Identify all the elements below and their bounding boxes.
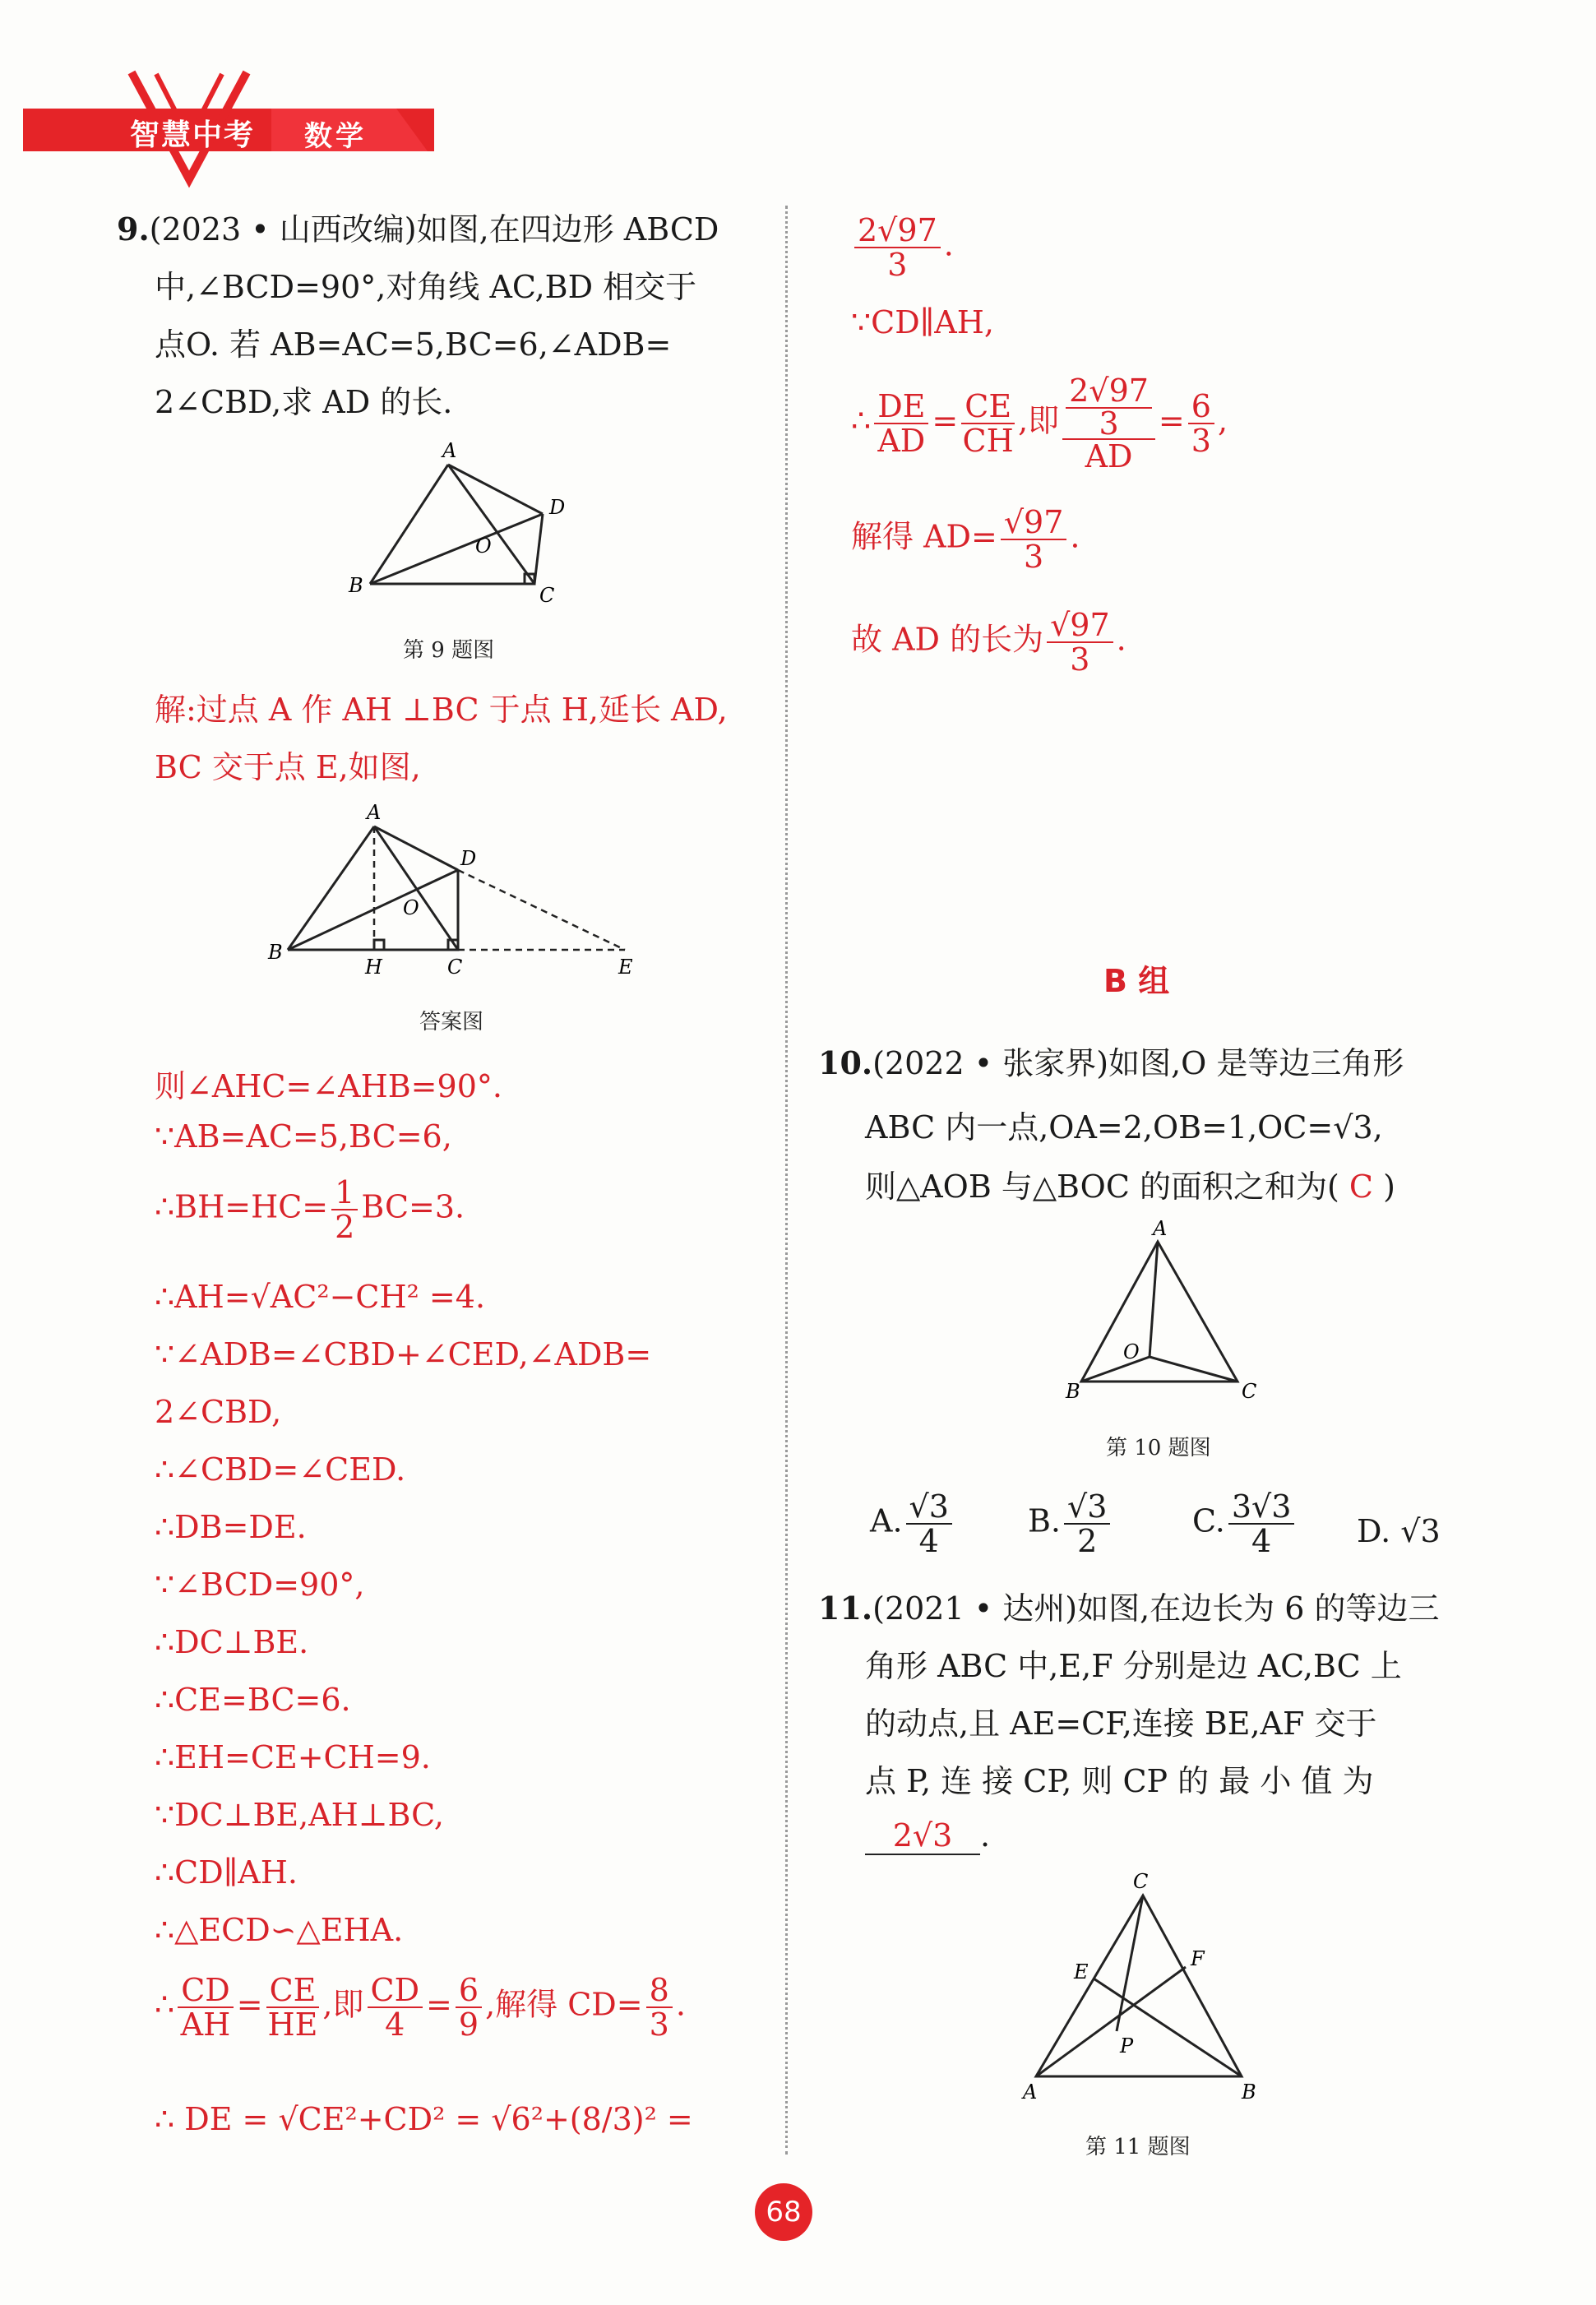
q9-cont-frac-big [1062, 374, 1155, 473]
q9-cont-final-num: √97 [1047, 609, 1113, 643]
q9-cont-parallel: ∵CD∥AH, [851, 304, 994, 340]
q9-step-17: ∴ DE = √CE²+CD² = √6²+(8/3)² = [155, 2101, 693, 2137]
q9-answer-figure [263, 798, 650, 987]
q10-line-1 [818, 1038, 1404, 1083]
q10-option-a-frac [906, 1490, 952, 1557]
q11-label-b: B [1242, 2081, 1256, 2104]
q9-step-3-a: ∴BH=HC= [155, 1188, 329, 1225]
q9-cont-ce: CE [961, 390, 1015, 424]
q10-option-a-den: 4 [918, 1523, 939, 1559]
ans-label-a: A [367, 801, 382, 824]
q9-source: (2023 • 山西改编) [149, 211, 417, 248]
q10-text-3: 则△AOB 与△BOC 的面积之和为( [865, 1169, 1339, 1205]
q9-number: 9. [117, 211, 150, 248]
q9-diag-bd [370, 514, 543, 584]
q9-text-4: 2∠CBD,求 AD 的长. [155, 384, 453, 420]
q9-cont-frac-de-ad [874, 390, 928, 457]
q9-cont-ratio-prefix: ∴ [851, 402, 872, 439]
q9-frac-he: HE [267, 2006, 318, 2043]
q11-text-3: 的动点,且 AE=CF,连接 BE,AF 交于 [865, 1706, 1377, 1742]
ans-label-e: E [618, 956, 633, 979]
q9-step-12: ∴EH=CE+CH=9. [155, 1739, 431, 1775]
q9-frac-83-den: 3 [649, 2006, 669, 2043]
ans-diag-ac [374, 826, 458, 950]
q9-label-b: B [349, 574, 363, 597]
q9-cont-solve-den: 3 [1024, 539, 1044, 575]
ans-label-d: D [460, 847, 477, 870]
q9-solution-intro-1: 解:过点 A 作 AH ⊥BC 于点 H,延长 AD, [155, 692, 728, 728]
ans-label-b: B [268, 941, 283, 964]
q11-label-p: P [1120, 2034, 1134, 2057]
ans-label-h: H [365, 956, 382, 979]
q10-text-1: 如图,O 是等边三角形 [1108, 1045, 1404, 1081]
q9-frac-ce-he [266, 1974, 320, 2041]
q9-step-15: ∴△ECD∽△EHA. [155, 1912, 404, 1948]
q9-cont-top-num: 2√97 [854, 214, 941, 248]
column-divider [785, 206, 788, 2155]
q11-text-1: 如图,在边长为 6 的等边三 [1077, 1590, 1440, 1627]
q11-answer: 2√3 [865, 1817, 980, 1855]
q9-frac-cd-ah [178, 1974, 234, 2041]
q10-label-o: O [1123, 1340, 1140, 1363]
q10-option-b-frac [1064, 1490, 1110, 1557]
q9-step-2: ∵AB=AC=5,BC=6, [155, 1118, 452, 1155]
q9-step-7: ∴∠CBD=∠CED. [155, 1451, 406, 1488]
q9-text-2: 中,∠BCD=90°,对角线 AC,BD 相交于 [155, 269, 697, 305]
q9-frac-ce: CE [266, 1974, 320, 2008]
q11-figure [1011, 1867, 1266, 2113]
q9-frac-83 [646, 1974, 673, 2041]
q10-figure-caption: 第 10 题图 [1106, 1436, 1211, 1460]
q11-answer-line [865, 1817, 990, 1855]
q10-option-b[interactable] [1028, 1490, 1113, 1557]
q10-option-b-letter: B. [1028, 1502, 1062, 1539]
q10-answer: C [1349, 1169, 1373, 1205]
q10-option-c-num: 3√3 [1228, 1490, 1295, 1525]
q9-cont-big-inner-den: 3 [1099, 405, 1119, 442]
q10-option-c[interactable] [1192, 1490, 1298, 1557]
q9-cont-frac-final [1047, 609, 1113, 676]
q9-frac-half-num: 1 [331, 1176, 358, 1210]
q10-line-3 [865, 1161, 1395, 1206]
q9-cont-ji: ,即 [1018, 402, 1060, 439]
q9-figure [337, 436, 576, 609]
q9-frac-cd4 [368, 1974, 423, 2041]
q10-label-b: B [1066, 1380, 1080, 1403]
q10-option-d-value: √3 [1400, 1513, 1441, 1549]
q9-step-1: 则∠AHC=∠AHB=90°. [155, 1068, 502, 1104]
q9-line-1 [117, 204, 719, 249]
q10-option-c-frac [1228, 1490, 1295, 1557]
q10-source: (2022 • 张家界) [872, 1045, 1109, 1081]
q9-frac-cd: CD [178, 1974, 234, 2008]
q9-cont-top: $\frac{2√97}{3}$ . [851, 214, 954, 281]
q11-text-2: 角形 ABC 中,E,F 分别是边 AC,BC 上 [865, 1648, 1402, 1684]
q9-cont-solve: 解得 AD= $\frac{√97}{3}$ . [851, 504, 1080, 575]
q9-frac-cd4-den: 4 [385, 2006, 405, 2043]
q9-cont-final-prefix: 故 AD 的长为 [851, 621, 1044, 658]
ans-right-angle-h [374, 940, 384, 950]
q9-cont-ratio: ∴ $\frac{DE}{AD}$ = $\frac{CE}{CH}$ ,即 $\frac{\frac{2√97}{3}}{AD}$ = $\frac{6}{3}$ , [851, 373, 1228, 474]
q9-step-13: ∵DC⊥BE,AH⊥BC, [155, 1797, 444, 1833]
q9-edge-ad [448, 465, 543, 514]
ans-edge-ad [374, 826, 458, 870]
q9-step-8: ∴DB=DE. [155, 1509, 307, 1545]
q11-label-e: E [1074, 1960, 1089, 1983]
q9-step-10: ∴DC⊥BE. [155, 1624, 309, 1660]
q9-cont-big-den: AD [1085, 438, 1133, 474]
q9-frac-69-num: 6 [456, 1974, 482, 2008]
q9-answer-caption: 答案图 [419, 1010, 484, 1034]
q9-cont-solve-prefix: 解得 AD= [851, 518, 997, 555]
q9-cont-big-inner-num: 2√97 [1066, 374, 1152, 409]
q9-diag-ac [448, 465, 534, 584]
q11-number: 11. [818, 1590, 873, 1627]
q10-option-b-den: 2 [1077, 1523, 1098, 1559]
q9-edge-ab [370, 465, 448, 584]
ans-diag-bd [288, 870, 458, 950]
q10-option-d-letter: D. [1357, 1513, 1391, 1549]
q9-label-o: O [475, 535, 492, 558]
q9-cont-final: 故 AD 的长为 $\frac{√97}{3}$ . [851, 607, 1126, 678]
q11-seg-be [1094, 1979, 1242, 2076]
q9-step-16: ∴ $\frac{CD}{AH}$ = $\frac{CE}{HE}$ ,即 $\frac{CD}{4}$ = $\frac{6}{9}$ ,解得 CD= $\frac{8}{3}$ . [155, 1972, 686, 2043]
q9-step-11: ∴CE=BC=6. [155, 1682, 351, 1718]
q10-option-a-letter: A. [870, 1502, 903, 1539]
q10-option-d[interactable] [1357, 1513, 1441, 1549]
q9-frac-69-den: 9 [458, 2006, 479, 2043]
q10-label-a: A [1153, 1217, 1168, 1240]
q9-frac-half [331, 1176, 358, 1243]
q9-label-a: A [442, 439, 457, 462]
q10-option-a[interactable] [870, 1490, 955, 1557]
q9-cont-final-den: 3 [1070, 641, 1090, 678]
q9-step-4: ∴AH=√AC²−CH² =4. [155, 1279, 486, 1315]
q10-close: ) [1383, 1169, 1395, 1205]
q9-text-3: 点O. 若 AB=AC=5,BC=6,∠ADB= [155, 326, 672, 363]
q9-frac-69 [456, 1974, 482, 2041]
group-b-title: B 组 [1103, 963, 1170, 999]
q10-option-c-den: 4 [1251, 1523, 1272, 1559]
brand-title: 智慧中考 [130, 118, 256, 152]
q11-line-1 [818, 1583, 1439, 1628]
q9-step-5: ∵∠ADB=∠CBD+∠CED,∠ADB= [155, 1336, 652, 1372]
ans-label-o: O [403, 896, 419, 919]
q11-label-a: A [1023, 2081, 1038, 2104]
q9-cont-frac-63 [1188, 390, 1214, 457]
q9-cont-frac-top [854, 214, 941, 281]
page-number-badge: 68 [755, 2183, 812, 2241]
q10-option-c-letter: C. [1192, 1502, 1225, 1539]
q10-label-c: C [1242, 1380, 1257, 1403]
q10-number: 10. [818, 1044, 873, 1081]
q9-frac-ah: AH [180, 2006, 231, 2043]
q11-label-c: C [1133, 1870, 1149, 1893]
q9-cont-de: DE [874, 390, 928, 424]
q9-cont-big-num [1062, 374, 1155, 440]
q9-step-16-ji: ,即 [322, 1986, 364, 2023]
q11-seg-af [1036, 1967, 1186, 2076]
q9-text-1: 如图,在四边形 ABCD [416, 211, 719, 248]
q9-step-9: ∵∠BCD=90°, [155, 1567, 365, 1603]
q9-step-3 [155, 1176, 465, 1243]
q9-cont-frac-solve [1001, 506, 1067, 573]
q10-figure [1061, 1217, 1274, 1414]
q9-cont-frac-ce-ch [961, 390, 1015, 457]
q9-label-d: D [549, 496, 566, 519]
q9-step-6: 2∠CBD, [155, 1394, 282, 1430]
q9-step-16-solve: ,解得 CD= [485, 1986, 643, 2023]
q9-frac-83-num: 8 [646, 1974, 673, 2008]
q11-figure-caption: 第 11 题图 [1085, 2135, 1191, 2159]
q9-step-3-b: BC=3. [361, 1188, 465, 1225]
q10-text-2: ABC 内一点,OA=2,OB=1,OC=√3, [865, 1109, 1383, 1146]
q9-cont-solve-num: √97 [1001, 506, 1067, 540]
q9-step-14: ∴CD∥AH. [155, 1854, 298, 1891]
q10-seg-oa [1150, 1242, 1158, 1357]
ans-extension-de [458, 870, 625, 950]
q9-cont-63-den: 3 [1191, 423, 1211, 459]
q10-option-a-num: √3 [906, 1490, 952, 1525]
q9-figure-caption: 第 9 题图 [403, 638, 495, 663]
ans-edge-ab [288, 826, 374, 950]
q9-cont-63-num: 6 [1188, 390, 1214, 424]
q9-cont-ch: CH [962, 423, 1014, 459]
q9-label-c: C [539, 584, 555, 607]
q11-label-f: F [1191, 1947, 1205, 1970]
q11-text-4: 点 P, 连 接 CP, 则 CP 的 最 小 值 为 [865, 1763, 1374, 1799]
q9-step-16-prefix: ∴ [155, 1986, 175, 2023]
q9-cont-ad: AD [877, 423, 926, 459]
ans-label-c: C [447, 956, 463, 979]
q9-cont-top-den: 3 [887, 247, 908, 283]
q11-end: . [980, 1817, 991, 1854]
q10-option-b-num: √3 [1064, 1490, 1110, 1525]
q11-source: (2021 • 达州) [872, 1590, 1078, 1627]
q9-frac-half-den: 2 [335, 1209, 355, 1245]
q9-frac-cd4-num: CD [368, 1974, 423, 2008]
q9-solution-intro-2: BC 交于点 E,如图, [155, 749, 421, 785]
q9-cont-big-inner [1066, 373, 1152, 442]
subject-label: 数学 [304, 120, 367, 153]
